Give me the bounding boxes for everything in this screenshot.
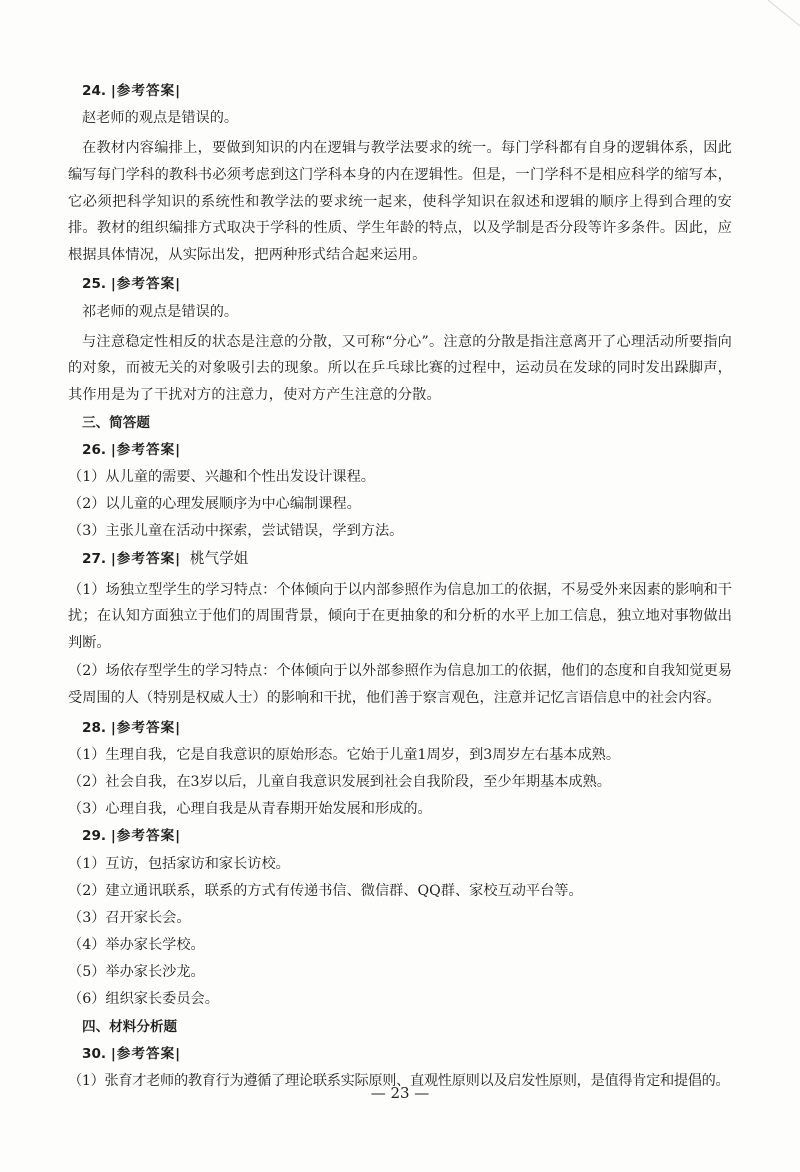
q24-statement: 赵老师的观点是错误的。: [82, 110, 239, 127]
q29-item: （3）召开家长会。: [68, 909, 191, 926]
question-number: 27.: [82, 551, 107, 568]
q28-item: （1）生理自我，它是自我意识的原始形态。它始于儿童1周岁，到3周岁左右基本成熟。: [68, 746, 621, 763]
question-number: 25.: [82, 276, 107, 293]
answer-label: |参考答案|: [110, 276, 182, 293]
answer-label: |参考答案|: [110, 551, 182, 568]
section-4-title: 四、材料分析题: [82, 1018, 178, 1035]
q27-item: （1）场独立型学生的学习特点：个体倾向于以内部参照作为信息加工的依据，不易受外来因素的影响和干扰；在认知方面独立于他们的周围背景，倾向于在更抽象的和分析的水平上加工信息，独立地对事物做出判断。: [68, 581, 732, 651]
question-number: 29.: [82, 828, 107, 845]
section-3-title: 三、简答题: [82, 414, 150, 431]
q29-item: （4）举办家长学校。: [68, 937, 205, 954]
answer-label: |参考答案|: [110, 828, 182, 845]
page-corner-fold: [730, 0, 800, 60]
question-number: 24.: [82, 83, 107, 99]
answer-label: |参考答案|: [110, 83, 182, 99]
question-29-heading: [82, 826, 732, 847]
question-27-heading: [82, 548, 732, 570]
q28-item: （2）社会自我，在3岁以后，儿童自我意识发展到社会自我阶段，至少年期基本成熟。: [68, 773, 611, 790]
q27-item: （2）场依存型学生的学习特点：个体倾向于以外部参照作为信息加工的依据，他们的态度和自我知觉更易受周围的人（特别是权威人士）的影响和干扰，他们善于察言观色，注意并记忆言语信息中的社会内容。: [68, 663, 732, 706]
question-25-heading: [82, 274, 732, 295]
q29-item: （2）建立通讯联系，联系的方式有传递书信、微信群、QQ群、家校互动平台等。: [68, 882, 583, 899]
q29-item: （1）互访，包括家访和家长访校。: [68, 855, 290, 872]
q25-body: 与注意稳定性相反的状态是注意的分散，又可称“分心”。注意的分散是指注意离开了心理活动所要指向的对象，而被无关的对象吸引去的现象。所以在乒乓球比赛的过程中，运动员在发球的同时发出跺脚声，其作用是为了干扰对方的注意力，使对方产生注意的分散。: [68, 333, 732, 403]
question-28-heading: [82, 718, 732, 739]
q26-item: （1）从儿童的需要、兴趣和个性出发设计课程。: [68, 468, 375, 485]
answer-content: [68, 79, 732, 1098]
q25-statement: 祁老师的观点是错误的。: [82, 303, 239, 320]
q26-item: （3）主张儿童在活动中探索，尝试错误，学到方法。: [68, 523, 404, 540]
answer-label: |参考答案|: [110, 1045, 182, 1062]
q29-item: （6）组织家长委员会。: [68, 991, 219, 1008]
q28-item: （3）心理自我，心理自我是从青春期开始发展和形成的。: [68, 801, 432, 818]
q30-item: （1）张育才老师的教育行为遵循了理论联系实际原则、直观性原则以及启发性原则，是值得肯定和提倡的。: [68, 1073, 730, 1090]
answer-label: |参考答案|: [110, 719, 182, 736]
question-number: 26.: [82, 441, 107, 458]
question-number: 30.: [82, 1045, 107, 1062]
answer-label: |参考答案|: [110, 441, 182, 458]
q29-item: （5）举办家长沙龙。: [68, 964, 205, 981]
question-30-heading: [82, 1044, 732, 1065]
annotation-text: 桃气学姐: [189, 550, 249, 568]
q26-item: （2）以儿童的心理发展顺序为中心编制课程。: [68, 496, 361, 513]
q24-body: 在教材内容编排上，要做到知识的内在逻辑与教学法要求的统一。每门学科都有自身的逻辑体系，因此编写每门学科的教科书必须考虑到这门学科本身的内在逻辑性。但是，一门学科不是相应科学的缩写本，它必须把科学知识的系统性和教学法的要求统一起来，使科学知识在叙述和逻辑的顺序上得到合理的安排。教材的组织编排方式取决于学科的性质、学生年龄的特点，以及学制是否分段等许多条件。因此，应根据具体情况，从实际出发，把两种形式结合起来运用。: [68, 140, 732, 263]
question-number: 28.: [82, 719, 107, 736]
page-number: — 23 —: [370, 1084, 430, 1102]
question-24-heading: [82, 81, 732, 102]
question-26-heading: [82, 440, 732, 461]
